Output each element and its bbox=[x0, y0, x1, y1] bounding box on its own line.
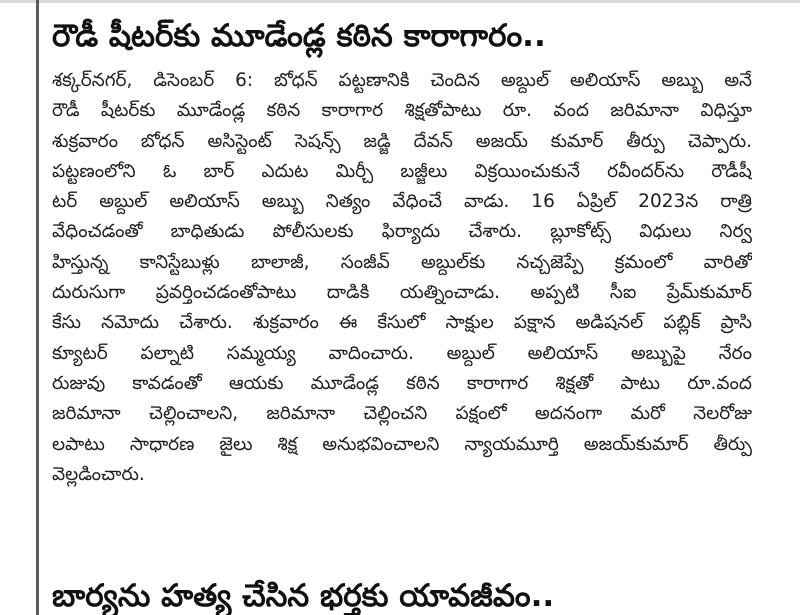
news-article bbox=[52, 14, 752, 490]
body-line: రుజువు కావడంతో ఆయకు మూడేండ్ల కఠిన కారాగార శిక్షతో పాటు రూ.వంద bbox=[52, 372, 752, 394]
next-article-headline: బార్యను హత్య చేసిన భర్తకు యావజీవం.. bbox=[52, 578, 555, 614]
body-line: కేసు నమోదు చేశారు. శుక్రవారం ఈ కేసులో సాక్షుల పక్షాన అడిషనల్ పబ్లిక్ ప్రాసి bbox=[52, 312, 752, 334]
article-body bbox=[52, 66, 752, 490]
body-line: టర్ అబ్దుల్ అలియాస్ అబ్బు నిత్యం వేధించే వాడు. 16 ఏప్రిల్ 2023న రాత్రి bbox=[52, 191, 752, 213]
body-line: దురుసుగా ప్రవర్తించడంతోపాటు దాడికి యత్నించాడు. అప్పటి సీఐ ప్రేమ్‌కుమార్ bbox=[52, 282, 752, 304]
column-border bbox=[36, 0, 39, 615]
body-line: హిస్తున్న కానిస్టేబుళ్లు బాలాజీ, సంజీవ్ అబ్దుల్‌కు నచ్చజెప్పే క్రమంలో వారితో bbox=[52, 251, 752, 273]
body-line: జరిమానా చెల్లించాలని, జరిమానా చెల్లించని పక్షంలో అదనంగా మరో నెలరోజు bbox=[52, 403, 752, 425]
body-line: వేధించడంతో బాధితుడు పోలీసులకు ఫిర్యాదు చేశారు. బ్లూకోట్స్ విధులు నిర్వ bbox=[52, 221, 752, 243]
body-line: రౌడీ షీటర్‌కు మూడేండ్ల కఠిన కారాగార శిక్షతోపాటు రూ. వంద జరిమానా విధిస్తూ bbox=[52, 100, 752, 122]
body-line: శుక్రవారం బోధన్ అసిస్టెంట్ సెషన్స్ జడ్జి దేవన్ అజయ్ కుమార్ తీర్పు చెప్పారు. bbox=[52, 130, 752, 152]
body-line: పట్టణంలోని ఓ బార్ ఎదుట మిర్చీ బజ్జీలు విక్రయించుకునే రవీందర్‌ను రౌడీషీ bbox=[52, 160, 752, 182]
body-line: లపాటు సాధారణ జైలు శిక్ష అనుభవించాలని న్యాయమూర్తి అజయ్‌కుమార్ తీర్పు bbox=[52, 433, 752, 455]
body-line: వెల్లడించారు. bbox=[52, 463, 145, 485]
body-line: శక్కర్‌నగర్, డిసెంబర్ 6: బోధన్ పట్టణానికి చెందిన అబ్దుల్ అలియాస్ అబ్బు అనే bbox=[52, 70, 752, 91]
article-headline: రౌడీ షీటర్‌కు మూడేండ్ల కఠిన కారాగారం.. bbox=[52, 18, 546, 54]
body-line: క్యూటర్ పల్నాటి సమ్మయ్య వాదించారు. అబ్దుల్ అలియాస్ అబ్బుపై నేరం bbox=[52, 342, 752, 364]
top-rule bbox=[0, 0, 800, 3]
